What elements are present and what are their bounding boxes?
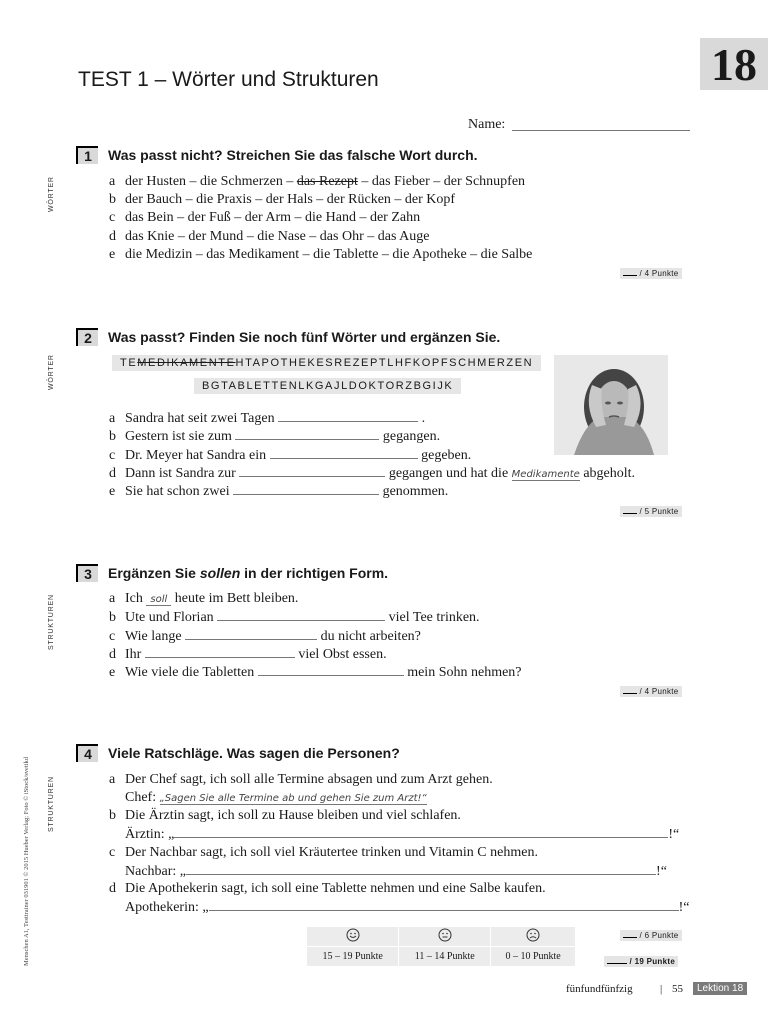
task2-item-e: e Sie hat schon zwei genommen.	[109, 484, 449, 499]
points-box: / 4 Punkte	[620, 686, 682, 697]
task-instruction: Viele Ratschläge. Was sagen die Personen?	[108, 745, 400, 761]
copyright-note: Menschen A1, Testtrainer 031901 © 2015 Hueber Verlag; Foto © iStock/svetikd	[23, 756, 30, 966]
task4-answer-c: Nachbar: „ !“	[125, 864, 667, 879]
task3-item-b: b Ute und Florian viel Tee trinken.	[109, 610, 480, 625]
task-number: 2	[76, 328, 98, 346]
letter-grid-row-1: TEMEDIKAMENTEHTAPOTHEKESREZEPTLHFKOPFSCHMERZEN	[112, 355, 541, 371]
task4-answer-a: Chef: „Sagen Sie alle Termine ab und gehen Sie zum Arzt!“	[125, 790, 427, 805]
task3-item-e: e Wie viele die Tabletten mein Sohn nehmen?	[109, 665, 522, 680]
headache-woman-photo	[554, 355, 668, 455]
answer-blank[interactable]	[278, 410, 418, 422]
task-2-header	[76, 328, 500, 346]
example-answer: Medikamente	[511, 469, 580, 480]
task1-item-d[interactable]: d das Knie – der Mund – die Nase – das Ohr – das Auge	[109, 229, 430, 244]
task-number: 4	[76, 744, 98, 762]
task4-item-a: a Der Chef sagt, ich soll alle Termine absagen und zum Arzt gehen.	[109, 772, 493, 787]
task3-item-a: a Ich soll heute im Bett bleiben.	[109, 591, 299, 606]
task1-item-b[interactable]: b der Bauch – die Praxis – der Hals – der Rücken – der Kopf	[109, 192, 456, 207]
task2-item-b: b Gestern ist sie zum gegangen.	[109, 429, 441, 444]
answer-blank[interactable]	[145, 646, 295, 658]
total-points-box: / 19 Punkte	[604, 956, 678, 967]
answer-blank[interactable]	[239, 465, 385, 477]
answer-blank[interactable]	[270, 447, 418, 459]
task-instruction: Was passt nicht? Streichen Sie das falsche Wort durch.	[108, 147, 478, 163]
score-range: 0 – 10 Punkte	[491, 947, 576, 967]
task3-item-d: d Ihr viel Obst essen.	[109, 647, 387, 662]
task1-item-c[interactable]: c das Bein – der Fuß – der Arm – die Hand – der Zahn	[109, 210, 421, 225]
answer-blank[interactable]	[209, 899, 679, 911]
letter-grid-row-2: BGTABLETTENLKGAJLDOKTORZBGIJK	[194, 378, 461, 394]
task2-item-d: d Dann ist Sandra zur gegangen und hat die Medikamente abgeholt.	[109, 466, 636, 481]
chapter-number: 18	[700, 38, 768, 90]
task2-item-a: a Sandra hat seit zwei Tagen .	[109, 411, 426, 426]
task4-item-c: c Der Nachbar sagt, ich soll viel Kräutertee trinken und Vitamin C nehmen.	[109, 845, 538, 860]
name-field[interactable]	[512, 130, 690, 131]
happy-face-icon	[307, 927, 399, 947]
score-range: 15 – 19 Punkte	[307, 947, 399, 967]
task4-item-b: b Die Ärztin sagt, ich soll zu Hause bleiben und viel schlafen.	[109, 808, 461, 823]
task1-item-e[interactable]: e die Medizin – das Medikament – die Tablette – die Apotheke – die Salbe	[109, 247, 533, 262]
points-box: / 4 Punkte	[620, 268, 682, 279]
score-range: 11 – 14 Punkte	[399, 947, 491, 967]
task2-item-c: c Dr. Meyer hat Sandra ein gegeben.	[109, 448, 472, 463]
task-3-header	[76, 564, 388, 582]
neutral-face-icon	[399, 927, 491, 947]
task-instruction: Was passt? Finden Sie noch fünf Wörter und ergänzen Sie.	[108, 329, 501, 345]
task-number: 3	[76, 564, 98, 582]
answer-blank[interactable]	[233, 483, 379, 495]
answer-blank[interactable]	[258, 664, 404, 676]
task4-answer-d: Apothekerin: „ !“	[125, 900, 690, 915]
answer-blank[interactable]	[185, 628, 317, 640]
task4-answer-b: Ärztin: „ !“	[125, 827, 680, 842]
example-answer: „Sagen Sie alle Termine ab und gehen Sie zum Arzt!“	[159, 793, 427, 804]
answer-blank[interactable]	[186, 863, 656, 875]
score-table	[306, 926, 576, 967]
answer-blank[interactable]	[217, 609, 385, 621]
task3-item-c: c Wie lange du nicht arbeiten?	[109, 629, 421, 644]
task-1-header	[76, 146, 478, 164]
page-word: fünfundfünfzig	[566, 983, 633, 995]
footer-separator: |	[660, 983, 663, 995]
page-title: TEST 1 – Wörter und Strukturen	[78, 68, 379, 91]
task-number: 1	[76, 146, 98, 164]
task-4-header	[76, 744, 400, 762]
task1-item-a: a der Husten – die Schmerzen – das Rezept – das Fieber – der Schnupfen	[109, 174, 526, 189]
name-label: Name:	[468, 117, 506, 132]
points-box: / 5 Punkte	[620, 506, 682, 517]
answer-blank[interactable]	[235, 428, 379, 440]
lesson-tag: Lektion 18	[693, 982, 747, 995]
struck-word[interactable]: das Rezept	[296, 174, 358, 189]
example-answer: soll	[146, 594, 171, 606]
sad-face-icon	[491, 927, 576, 947]
answer-blank[interactable]	[174, 826, 668, 838]
points-box: / 6 Punkte	[620, 930, 682, 941]
page-number: 55	[672, 983, 683, 995]
task-instruction: Ergänzen Sie sollen in der richtigen Form.	[108, 565, 389, 581]
task4-item-d: d Die Apothekerin sagt, ich soll eine Tablette nehmen und eine Salbe kaufen.	[109, 881, 546, 896]
